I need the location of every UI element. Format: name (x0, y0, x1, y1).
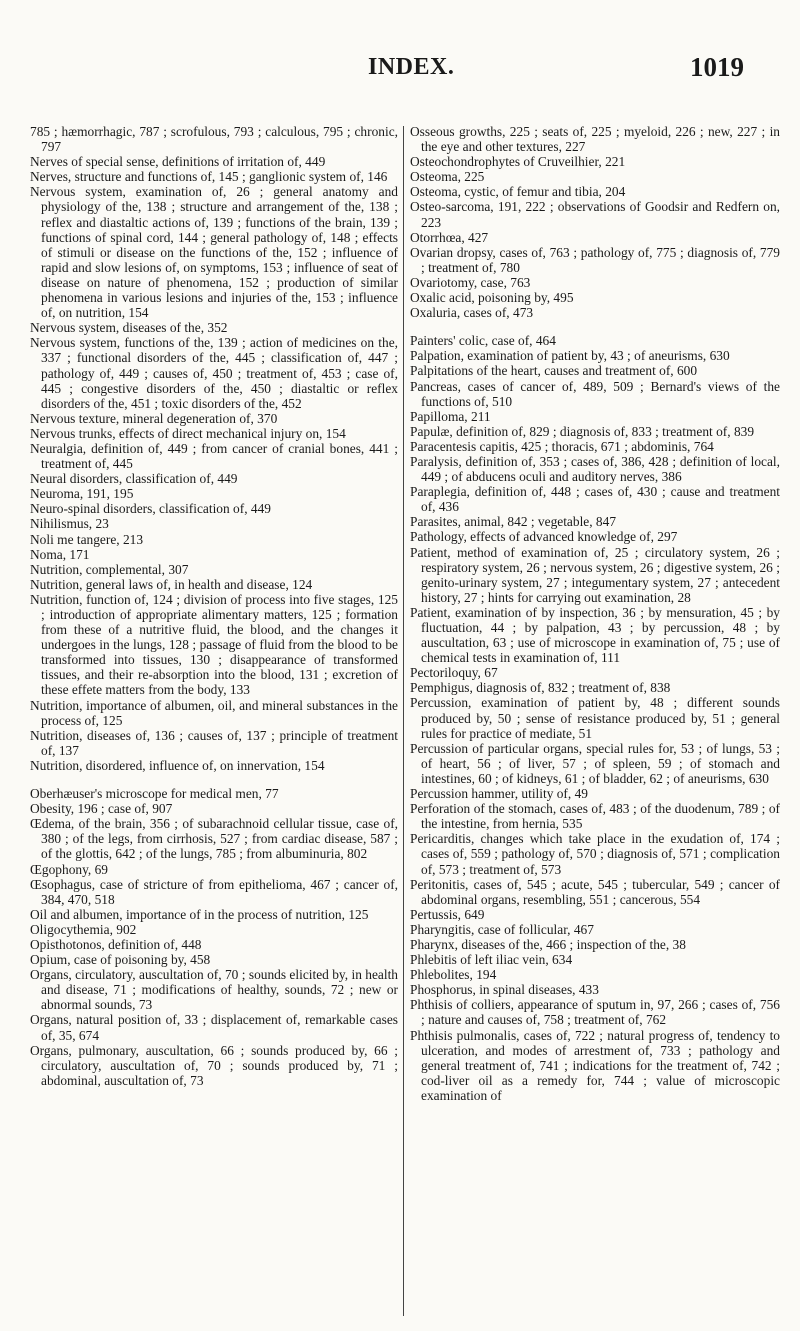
index-entry: Oxalic acid, poisoning by, 495 (410, 290, 574, 306)
index-entry: Pectoriloquy, 67 (410, 665, 498, 681)
index-entry: Phlebolites, 194 (410, 967, 497, 983)
index-entry: Nutrition, complemental, 307 (30, 561, 189, 577)
index-entry: Pericarditis, changes which take place in the exudation of, 174 ; cases of, 559 ; pathology of, 570 ; diagnosis of, 571 ; complication of, 573 ; treatment of, 573 (410, 831, 780, 877)
index-entry: Phosphorus, in spinal diseases, 433 (410, 982, 599, 998)
index-entry: Nutrition, general laws of, in health and disease, 124 (30, 576, 313, 592)
index-entry: Nervous trunks, effects of direct mechanical injury on, 154 (30, 425, 346, 441)
index-entry: Neuroma, 191, 195 (30, 486, 134, 502)
index-entry: Osteo-sarcoma, 191, 222 ; observations of Goodsir and Redfern on, 223 (410, 199, 780, 230)
index-entry: Ovarian dropsy, cases of, 763 ; pathology of, 775 ; diagnosis of, 779 ; treatment of, 780 (410, 244, 780, 275)
index-entry: Nerves, structure and functions of, 145 ; ganglionic system of, 146 (30, 169, 388, 185)
index-entry: Palpation, examination of patient by, 43 ; of aneurisms, 630 (410, 348, 730, 364)
index-entry: Oil and albumen, importance of in the process of nutrition, 125 (30, 906, 369, 922)
index-entry: Nervous system, examination of, 26 ; general anatomy and physiology of the, 138 ; structure and arrangement of the, 138 ; reflex and diastaltic actions of, 139 ; functions of the brain, 139 ; functions of spinal cord, 144 ; general pathology of, 148 ; effects of stimuli or disease on the functions of the, 152 ; influence of rapid and slow lesions of, on symptoms, 153 ; influence of seat of disease on nature of phenomena, 152 ; production of similar phenomena in various lesions and injuries of the, 153 ; influence of, on nutrition, 154 (30, 184, 398, 321)
index-entry: Noma, 171 (30, 546, 90, 562)
index-entry: Œsophagus, case of stricture of from epithelioma, 467 ; cancer of, 384, 470, 518 (30, 876, 398, 907)
index-entry: Neuralgia, definition of, 449 ; from cancer of cranial bones, 441 ; treatment of, 445 (30, 440, 398, 472)
index-entry: Phthisis pulmonalis, cases of, 722 ; natural progress of, tendency to ulceration, and modes of arrestment of, 733 ; pathology and general treatment of, 741 ; indications for the treatment of, 742 ; cod-liver oil as a remedy for, 744 ; value of microscopic examination of (410, 1027, 780, 1103)
index-entry: Oxaluria, cases of, 473 (410, 305, 534, 321)
index-entry: Organs, natural position of, 33 ; displacement of, remarkable cases of, 35, 674 (30, 1012, 398, 1043)
index-entry: Parasites, animal, 842 ; vegetable, 847 (410, 514, 617, 530)
index-entry: Organs, pulmonary, auscultation, 66 ; sounds produced by, 66 ; circulatory, auscultation of, 70 ; sounds produced by, 71 ; abdominal, auscultation of, 73 (30, 1042, 398, 1088)
index-entry: Nutrition, diseases of, 136 ; causes of, 137 ; principle of treatment of, 137 (30, 727, 398, 758)
page-number: 1019 (690, 52, 744, 82)
index-entry: Noli me tangere, 213 (30, 531, 144, 547)
index-entry: Peritonitis, cases of, 545 ; acute, 545 ; tubercular, 549 ; cancer of abdominal organs, resembling, 551 ; cancerous, 554 (410, 876, 780, 907)
index-entry: Percussion of particular organs, special rules for, 53 ; of lungs, 53 ; of heart, 56 ; of liver, 57 ; of spleen, 59 ; of stomach and intestines, 60 ; of kidneys, 61 ; of bladder, 62 ; of aneurisms, 630 (410, 740, 780, 786)
index-entry: Pharynx, diseases of the, 466 ; inspection of the, 38 (410, 936, 686, 952)
index-entry: Nutrition, disordered, influence of, on innervation, 154 (30, 757, 325, 773)
index-entry: Organs, circulatory, auscultation of, 70 ; sounds elicited by, in health and disease, 71 ; modifications of healthy, sounds, 72 ; new or abnormal sounds, 73 (30, 967, 398, 1013)
index-entry: Pemphigus, diagnosis of, 832 ; treatment of, 838 (410, 680, 671, 696)
index-column-left (30, 124, 398, 1088)
index-entry: Neural disorders, classification of, 449 (30, 471, 238, 487)
index-entry: Patient, examination of by inspection, 36 ; by mensuration, 45 ; by fluctuation, 44 ; by palpation, 43 ; by percussion, 48 ; by auscultation, 63 ; use of microscope in examination of, 75 ; use of chemical tests in examination of, 111 (410, 604, 780, 666)
index-entry: Nervous texture, mineral degeneration of, 370 (30, 410, 278, 426)
index-entry: Œdema, of the brain, 356 ; of subarachnoid cellular tissue, case of, 380 ; of the legs, from cirrhosis, 527 ; from cardiac disease, 587 ; of the glottis, 642 ; of the lungs, 785 ; from albuminuria, 802 (30, 816, 398, 862)
index-entry: Phthisis of colliers, appearance of sputum in, 97, 266 ; cases of, 756 ; nature and causes of, 758 ; treatment of, 762 (410, 997, 780, 1028)
index-entry: Pathology, effects of advanced knowledge of, 297 (410, 529, 678, 545)
letter-section-gap (410, 320, 780, 333)
index-entry: Phlebitis of left iliac vein, 634 (410, 952, 573, 968)
page-title: INDEX. (368, 54, 455, 80)
index-entry: Opium, case of poisoning by, 458 (30, 952, 211, 968)
index-entry: Nutrition, importance of albumen, oil, and mineral substances in the process of, 125 (30, 697, 398, 728)
index-entry: Osseous growths, 225 ; seats of, 225 ; myeloid, 226 ; new, 227 ; in the eye and other textures, 227 (410, 124, 780, 155)
index-entry: Ovariotomy, case, 763 (410, 274, 531, 290)
index-entry: Pharyngitis, case of follicular, 467 (410, 921, 594, 937)
index-entry: Oligocythemia, 902 (30, 921, 137, 937)
index-entry: Opisthotonos, definition of, 448 (30, 936, 202, 952)
index-entry: Nerves of special sense, definitions of irritation of, 449 (30, 154, 326, 170)
index-entry: Otorrhœa, 427 (410, 229, 489, 245)
index-entry: 785 ; hæmorrhagic, 787 ; scrofulous, 793 ; calculous, 795 ; chronic, 797 (30, 124, 398, 155)
index-entry: Neuro-spinal disorders, classification of, 449 (30, 501, 271, 517)
page-header (0, 48, 800, 88)
index-entry: Œgophony, 69 (30, 861, 108, 877)
index-entry: Paralysis, definition of, 353 ; cases of, 386, 428 ; definition of local, 449 ; of abducens oculi and auditory nerves, 386 (410, 453, 780, 485)
index-entry: Paracentesis capitis, 425 ; thoracis, 671 ; abdominis, 764 (410, 438, 714, 454)
index-entry: Papulæ, definition of, 829 ; diagnosis of, 833 ; treatment of, 839 (410, 423, 755, 439)
index-entry: Percussion, examination of patient by, 48 ; different sounds produced by, 50 ; sense of resistance produced by, 51 ; general rules for practice of mediate, 51 (410, 695, 780, 741)
index-entry: Percussion hammer, utility of, 49 (410, 786, 588, 802)
letter-section-gap (30, 773, 398, 786)
index-entry: Oberhæuser's microscope for medical men, 77 (30, 786, 279, 802)
index-column-right (410, 124, 780, 1103)
index-entry: Nutrition, function of, 124 ; division of process into five stages, 125 ; introduction of appropriate alimentary matters, 125 ; formation from these of a nutritive fluid, the blood, and the changes it undergoes in the lungs, 128 ; passage of fluid from the blood to be transformed into tissues, 130 ; disappearance of transformed tissues, and their re-absorption into the blood, 131 ; excretion of these effete matters from the body, 133 (30, 591, 398, 698)
index-entry: Pancreas, cases of cancer of, 489, 509 ; Bernard's views of the functions of, 510 (410, 378, 780, 409)
index-entry: Pertussis, 649 (410, 906, 485, 922)
index-entry: Osteoma, cystic, of femur and tibia, 204 (410, 184, 626, 200)
index-entry: Obesity, 196 ; case of, 907 (30, 801, 173, 817)
index-entry: Paraplegia, definition of, 448 ; cases of, 430 ; cause and treatment of, 436 (410, 484, 780, 515)
index-entry: Patient, method of examination of, 25 ; circulatory system, 26 ; respiratory system, 26 ; nervous system, 26 ; digestive system, 26 ; genito-urinary system, 27 ; integumentary system, 27 ; antecedent history, 27 ; hints for carrying out examination, 28 (410, 544, 780, 605)
index-entry: Nervous system, functions of the, 139 ; action of medicines on the, 337 ; functional disorders of the, 445 ; classification of, 447 ; pathology of, 449 ; causes of, 450 ; treatment of, 453 ; case of, 445 ; congestive disorders of the, 450 ; diastaltic or reflex disorders of the, 451 ; toxic disorders of the, 452 (30, 335, 398, 411)
index-entry: Perforation of the stomach, cases of, 483 ; of the duodenum, 789 ; of the intestine, from hernia, 535 (410, 801, 780, 832)
index-entry: Osteoma, 225 (410, 169, 485, 185)
index-entry: Painters' colic, case of, 464 (410, 333, 556, 349)
index-entry: Papilloma, 211 (410, 408, 491, 424)
index-entry: Palpitations of the heart, causes and treatment of, 600 (410, 363, 698, 379)
index-entry: Nihilismus, 23 (30, 516, 109, 532)
index-entry: Osteochondrophytes of Cruveilhier, 221 (410, 154, 626, 170)
index-entry: Nervous system, diseases of the, 352 (30, 320, 228, 336)
